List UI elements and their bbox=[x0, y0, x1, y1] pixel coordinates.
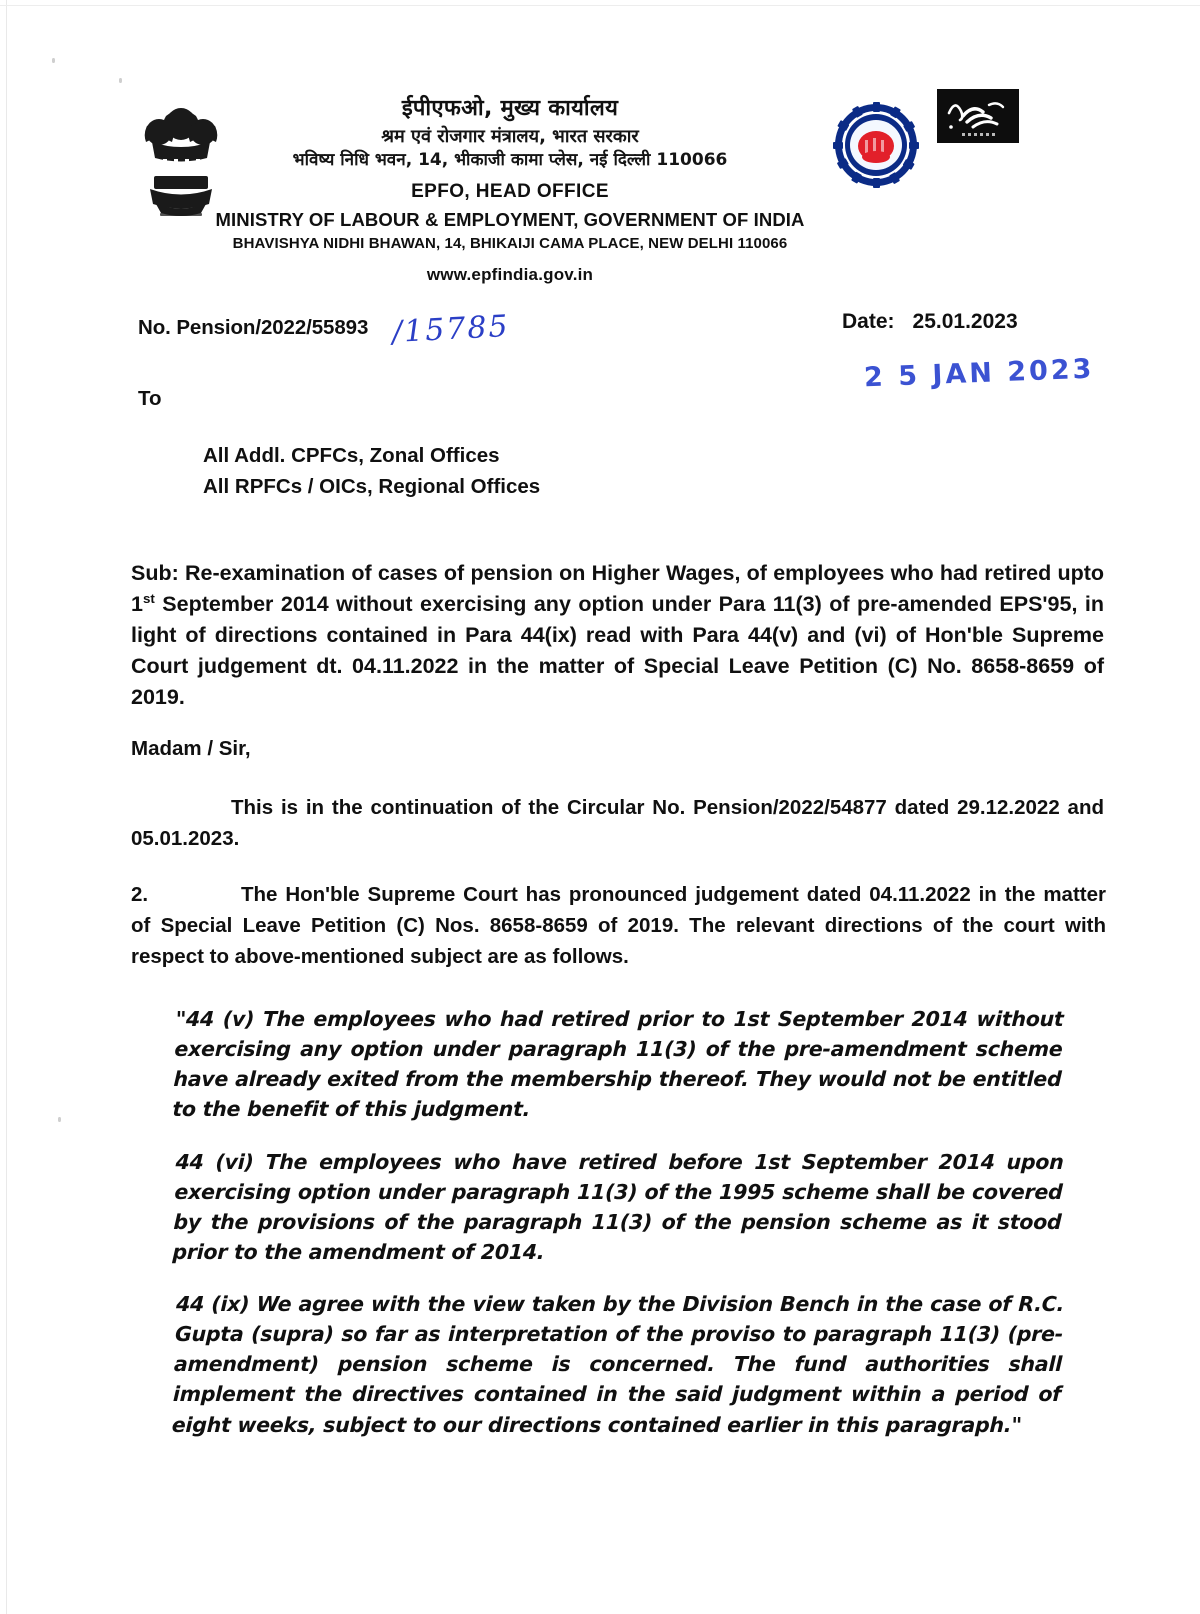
date-value: 25.01.2023 bbox=[912, 310, 1018, 333]
website-url: www.epfindia.gov.in bbox=[426, 265, 594, 285]
scan-speck bbox=[119, 78, 122, 83]
letterhead-text bbox=[180, 96, 840, 285]
hindi-office-name: ईपीएफओ, मुख्य कार्यालय bbox=[401, 96, 619, 121]
english-office-name: EPFO, HEAD OFFICE bbox=[411, 181, 609, 203]
english-address: BHAVISHYA NIDHI BHAWAN, 14, BHIKAIJI CAMA PLACE, NEW DELHI 110066 bbox=[232, 235, 788, 253]
list-item: All RPFCs / OICs, Regional Offices bbox=[203, 475, 541, 499]
subject-text-part-1: Re-examination of cases of pension on Higher Wages, of employees who had retired upto 1 bbox=[131, 561, 1104, 617]
salutation: Madam / Sir, bbox=[131, 737, 251, 760]
epfo-gear-logo-icon bbox=[833, 102, 919, 188]
supreme-court-quotations bbox=[171, 1004, 1065, 1440]
reference-number-handwritten: /15785 bbox=[391, 308, 511, 351]
paragraph-number: 2. bbox=[131, 883, 149, 906]
hindi-address: भविष्य निधि भवन, 14, भीकाजी कामा प्लेस, नई दिल्ली 110066 bbox=[292, 150, 728, 171]
date-label: Date: bbox=[842, 310, 895, 333]
quotation-para-44-vi: 44 (vi) The employees who have retired before 1st September 2014 upon exercising option under paragraph 11(3) of the 1995 scheme shall be covered by the provisions of the paragraph 11(3) of the pension scheme as it stood prior to the amendment of 2014. bbox=[172, 1149, 1064, 1264]
scan-speck bbox=[58, 1117, 61, 1122]
body-paragraph-1: This is in the continuation of the Circular No. Pension/2022/54877 dated 29.12.2022 and 05.01.2023. bbox=[131, 796, 1104, 850]
subject-line bbox=[131, 558, 1104, 713]
scan-edge-top bbox=[0, 5, 1200, 6]
quotation-para-44-v: "44 (v) The employees who had retired prior to 1st September 2014 without exercising any option under paragraph 11(3) of the pre-amendment scheme have already exited from the membership thereof. They would not be entitled to the benefit of this judgment. bbox=[172, 1007, 1064, 1122]
list-item: All Addl. CPFCs, Zonal Offices bbox=[203, 444, 500, 467]
hindi-ministry: श्रम एवं रोजगार मंत्रालय, भारत सरकार bbox=[381, 125, 639, 147]
scan-speck bbox=[52, 58, 55, 63]
subject-superscript: st bbox=[142, 590, 155, 606]
recipient-list bbox=[203, 440, 540, 502]
body-paragraph-2 bbox=[131, 880, 1106, 972]
azadi-amrit-mahotsav-logo-icon bbox=[937, 89, 1019, 143]
english-ministry: MINISTRY OF LABOUR & EMPLOYMENT, GOVERNMENT OF INDIA bbox=[215, 208, 805, 230]
letterhead bbox=[0, 84, 1200, 299]
quotation-para-44-ix: 44 (ix) We agree with the view taken by the Division Bench in the case of R.C. Gupta (supra) so far as interpretation of the proviso to paragraph 11(3) (pre-amendment) pension scheme is concerned. The fund authorities shall implement the directives contained in the said judgment within a period of eight weeks, subject to our directions contained earlier in this paragraph." bbox=[171, 1292, 1065, 1437]
to-label: To bbox=[138, 387, 162, 410]
reference-number: No. Pension/2022/55893 bbox=[138, 316, 369, 339]
date-stamp: 2 5 JAN 2023 bbox=[863, 353, 1095, 394]
date-row bbox=[842, 310, 1018, 334]
paragraph-2-text: The Hon'ble Supreme Court has pronounced judgement dated 04.11.2022 in the matter of Special Leave Petition (C) Nos. 8658-8659 of 2019. The relevant directions of the court with respect to above-mentioned subject are as follows. bbox=[131, 883, 1106, 968]
subject-label: Sub: bbox=[131, 561, 179, 585]
subject-text-part-2: September 2014 without exercising any option under Para 11(3) of pre-amended EPS'95, in light of directions contained in Para 44(ix) read with Para 44(v) and (vi) of Hon'ble Supreme Court judgement dt. 04.11.2022 in the matter of Special Leave Petition (C) No. 8658-8659 of 2019. bbox=[131, 592, 1104, 709]
